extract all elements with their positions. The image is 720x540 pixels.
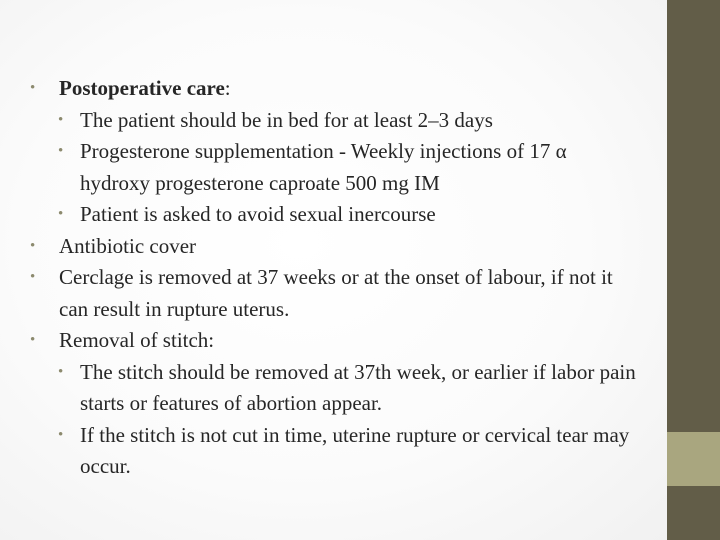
sub-bullet-stitch-complication [0,420,640,483]
sub-bullet-stitch-timing [0,357,640,420]
bullet-removal-of-stitch [0,325,640,357]
sub-bullet-avoid-intercourse [0,199,640,231]
bullet-dot-icon: • [58,143,64,159]
bullet-text: If the stitch is not cut in time, uterine rupture or cervical tear may occur. [80,422,630,478]
bullet-dot-icon: • [30,332,36,348]
bullet-text: The patient should be in bed for at least 2–3 days [80,107,493,132]
decorative-side-bar-accent [667,432,720,486]
bullet-dot-icon: • [58,426,64,443]
slide-content [0,73,640,483]
bullet-text: : [224,76,231,100]
bullet-postoperative-care [0,73,640,105]
bullet-text: Antibiotic cover [59,233,197,258]
bullet-text: Progesterone supplementation - Weekly injections of 17 α hydroxy progesterone caproate 500 mg IM [80,139,567,195]
bullet-dot-icon: • [30,80,36,96]
sub-bullet-bed-rest [0,105,640,137]
bullet-dot-icon: • [30,237,36,254]
bullet-dot-icon: • [58,206,64,222]
bullet-dot-icon: • [58,111,64,128]
bullet-antibiotic-cover [0,231,640,263]
bullet-text: The stitch should be removed at 37th week, or earlier if labor pain starts or features of abortion appear. [80,359,636,415]
bullet-text: Patient is asked to avoid sexual inercourse [80,202,436,226]
sub-bullet-progesterone [0,136,640,199]
bullet-text: Cerclage is removed at 37 weeks or at the onset of labour, if not it can result in rupture uterus. [59,265,613,321]
bullet-heading: Postoperative care [59,76,225,100]
bullet-text: Removal of stitch: [59,328,215,352]
bullet-cerclage-removal [0,262,640,325]
bullet-dot-icon: • [58,363,64,380]
bullet-dot-icon: • [30,269,36,285]
